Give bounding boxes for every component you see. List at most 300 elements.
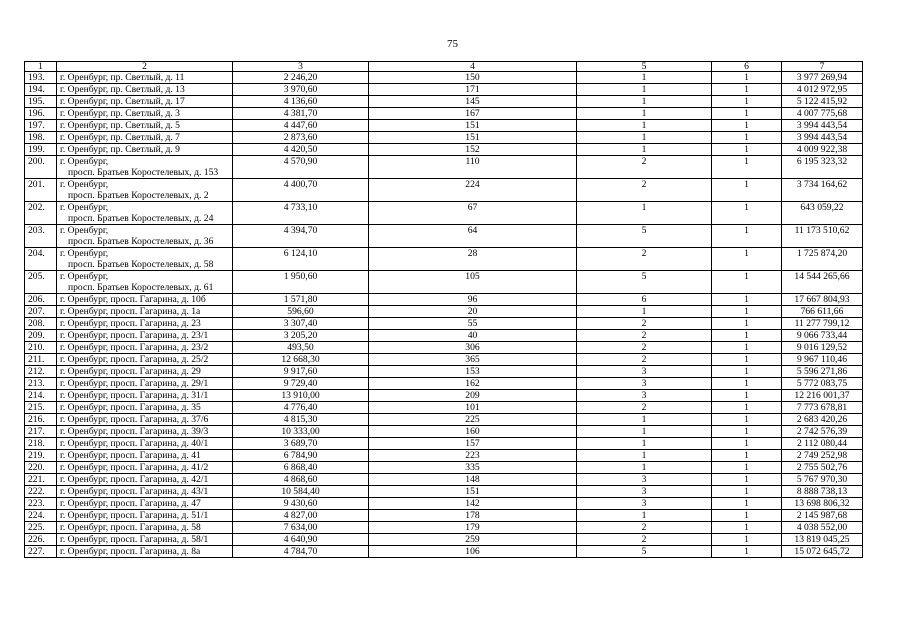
row-number: 220. — [25, 462, 57, 474]
value-col-7: 12 216 001,37 — [782, 390, 863, 402]
value-col-4: 145 — [369, 96, 577, 108]
row-number: 219. — [25, 450, 57, 462]
value-col-7: 13 819 045,25 — [782, 534, 863, 546]
value-col-4: 28 — [369, 248, 577, 271]
value-col-7: 2 145 987,68 — [782, 510, 863, 522]
value-col-3: 3 205,20 — [233, 330, 369, 342]
address-cell — [57, 202, 233, 225]
row-number: 216. — [25, 414, 57, 426]
row-number: 221. — [25, 474, 57, 486]
value-col-4: 110 — [369, 156, 577, 179]
value-col-4: 151 — [369, 120, 577, 132]
value-col-6: 1 — [712, 294, 782, 306]
value-col-3: 10 584,40 — [233, 486, 369, 498]
address-cell — [57, 330, 233, 342]
value-col-6: 1 — [712, 120, 782, 132]
value-col-7: 14 544 265,66 — [782, 271, 863, 294]
value-col-7: 4 038 552,00 — [782, 522, 863, 534]
value-col-5: 1 — [577, 120, 712, 132]
value-col-4: 179 — [369, 522, 577, 534]
address-cell — [57, 510, 233, 522]
value-col-4: 40 — [369, 330, 577, 342]
value-col-7: 11 277 799,12 — [782, 318, 863, 330]
value-col-4: 142 — [369, 498, 577, 510]
value-col-4: 223 — [369, 450, 577, 462]
value-col-4: 162 — [369, 378, 577, 390]
value-col-7: 4 012 972,95 — [782, 84, 863, 96]
value-col-5: 3 — [577, 390, 712, 402]
table-row — [25, 306, 863, 318]
value-col-5: 2 — [577, 534, 712, 546]
row-number: 210. — [25, 342, 57, 354]
address-line: г. Оренбург, пр. Светлый, д. 7 — [60, 132, 180, 143]
value-col-7: 15 072 645,72 — [782, 546, 863, 558]
address-line: г. Оренбург, — [60, 179, 109, 190]
row-number: 208. — [25, 318, 57, 330]
table-row — [25, 390, 863, 402]
address-cell — [57, 342, 233, 354]
address-line: г. Оренбург, пр. Светлый, д. 5 — [60, 120, 180, 131]
buildings-table — [24, 61, 863, 558]
value-col-6: 1 — [712, 462, 782, 474]
value-col-6: 1 — [712, 144, 782, 156]
row-number: 206. — [25, 294, 57, 306]
value-col-6: 1 — [712, 342, 782, 354]
row-number: 213. — [25, 378, 57, 390]
value-col-3: 1 950,60 — [233, 271, 369, 294]
value-col-3: 6 124,10 — [233, 248, 369, 271]
value-col-7: 1 725 874,20 — [782, 248, 863, 271]
table-row — [25, 414, 863, 426]
value-col-7: 3 994 443,54 — [782, 120, 863, 132]
table-row — [25, 96, 863, 108]
table-row — [25, 330, 863, 342]
value-col-6: 1 — [712, 390, 782, 402]
address-cell — [57, 156, 233, 179]
address-line: просп. Братьев Коростелевых, д. 24 — [68, 213, 214, 224]
value-col-4: 106 — [369, 546, 577, 558]
value-col-3: 2 873,60 — [233, 132, 369, 144]
value-col-7: 2 742 576,39 — [782, 426, 863, 438]
table-row — [25, 378, 863, 390]
value-col-7: 2 749 252,98 — [782, 450, 863, 462]
address-cell — [57, 120, 233, 132]
address-cell — [57, 402, 233, 414]
value-col-3: 3 307,40 — [233, 318, 369, 330]
value-col-3: 4 400,70 — [233, 179, 369, 202]
value-col-7: 2 112 080,44 — [782, 438, 863, 450]
value-col-3: 6 784,90 — [233, 450, 369, 462]
value-col-4: 224 — [369, 179, 577, 202]
table-row — [25, 426, 863, 438]
address-line: г. Оренбург, просп. Гагарина, д. 58/1 — [60, 534, 209, 545]
address-cell — [57, 271, 233, 294]
value-col-5: 2 — [577, 179, 712, 202]
value-col-5: 1 — [577, 84, 712, 96]
row-number: 218. — [25, 438, 57, 450]
column-header-2: 2 — [57, 62, 233, 72]
value-col-4: 365 — [369, 354, 577, 366]
value-col-3: 4 827,00 — [233, 510, 369, 522]
value-col-3: 2 246,20 — [233, 72, 369, 84]
column-header-5: 5 — [577, 62, 712, 72]
value-col-3: 4 447,60 — [233, 120, 369, 132]
row-number: 224. — [25, 510, 57, 522]
value-col-3: 4 868,60 — [233, 474, 369, 486]
row-number: 201. — [25, 179, 57, 202]
address-cell — [57, 294, 233, 306]
table-row — [25, 522, 863, 534]
value-col-5: 2 — [577, 248, 712, 271]
value-col-3: 13 910,00 — [233, 390, 369, 402]
address-line: г. Оренбург, просп. Гагарина, д. 29/1 — [60, 378, 209, 389]
value-col-3: 6 868,40 — [233, 462, 369, 474]
value-col-7: 2 755 502,76 — [782, 462, 863, 474]
address-line: просп. Братьев Коростелевых, д. 61 — [68, 282, 214, 293]
address-cell — [57, 225, 233, 248]
address-line: г. Оренбург, просп. Гагарина, д. 58 — [60, 522, 201, 533]
table-row — [25, 498, 863, 510]
value-col-3: 4 394,70 — [233, 225, 369, 248]
value-col-5: 2 — [577, 318, 712, 330]
address-line: г. Оренбург, просп. Гагарина, д. 39/3 — [60, 426, 209, 437]
address-line: г. Оренбург, просп. Гагарина, д. 1а — [60, 306, 201, 317]
value-col-4: 96 — [369, 294, 577, 306]
value-col-3: 596,60 — [233, 306, 369, 318]
row-number: 204. — [25, 248, 57, 271]
address-line: г. Оренбург, просп. Гагарина, д. 42/1 — [60, 474, 209, 485]
value-col-4: 105 — [369, 271, 577, 294]
address-cell — [57, 84, 233, 96]
table-row — [25, 84, 863, 96]
address-cell — [57, 534, 233, 546]
value-col-7: 8 888 738,13 — [782, 486, 863, 498]
value-col-5: 1 — [577, 132, 712, 144]
table-row — [25, 510, 863, 522]
row-number: 198. — [25, 132, 57, 144]
address-line: г. Оренбург, — [60, 225, 109, 236]
value-col-3: 4 784,70 — [233, 546, 369, 558]
row-number: 195. — [25, 96, 57, 108]
value-col-7: 4 009 922,38 — [782, 144, 863, 156]
address-line: г. Оренбург, пр. Светлый, д. 3 — [60, 108, 180, 119]
address-cell — [57, 438, 233, 450]
value-col-6: 1 — [712, 414, 782, 426]
table-row — [25, 294, 863, 306]
table-row — [25, 72, 863, 84]
address-line: просп. Братьев Коростелевых, д. 36 — [68, 236, 214, 247]
value-col-7: 5 596 271,86 — [782, 366, 863, 378]
address-cell — [57, 474, 233, 486]
value-col-4: 148 — [369, 474, 577, 486]
value-col-5: 1 — [577, 462, 712, 474]
value-col-3: 4 420,50 — [233, 144, 369, 156]
address-cell — [57, 498, 233, 510]
value-col-6: 1 — [712, 330, 782, 342]
address-cell — [57, 108, 233, 120]
value-col-5: 2 — [577, 402, 712, 414]
value-col-4: 157 — [369, 438, 577, 450]
address-cell — [57, 96, 233, 108]
value-col-7: 13 698 806,32 — [782, 498, 863, 510]
value-col-5: 1 — [577, 72, 712, 84]
value-col-4: 225 — [369, 414, 577, 426]
value-col-5: 3 — [577, 486, 712, 498]
value-col-7: 5 767 970,30 — [782, 474, 863, 486]
value-col-6: 1 — [712, 271, 782, 294]
value-col-6: 1 — [712, 426, 782, 438]
address-cell — [57, 144, 233, 156]
value-col-7: 5 772 083,75 — [782, 378, 863, 390]
row-number: 207. — [25, 306, 57, 318]
value-col-6: 1 — [712, 534, 782, 546]
table-row — [25, 108, 863, 120]
value-col-3: 1 571,80 — [233, 294, 369, 306]
value-col-3: 12 668,30 — [233, 354, 369, 366]
address-line: г. Оренбург, пр. Светлый, д. 17 — [60, 96, 185, 107]
value-col-4: 209 — [369, 390, 577, 402]
row-number: 223. — [25, 498, 57, 510]
value-col-7: 9 066 733,44 — [782, 330, 863, 342]
value-col-5: 5 — [577, 271, 712, 294]
value-col-3: 3 970,60 — [233, 84, 369, 96]
value-col-4: 151 — [369, 486, 577, 498]
value-col-4: 151 — [369, 132, 577, 144]
address-line: г. Оренбург, — [60, 271, 109, 282]
value-col-4: 150 — [369, 72, 577, 84]
value-col-3: 7 634,00 — [233, 522, 369, 534]
value-col-7: 643 059,22 — [782, 202, 863, 225]
table-row — [25, 486, 863, 498]
value-col-5: 1 — [577, 450, 712, 462]
address-cell — [57, 390, 233, 402]
value-col-3: 3 689,70 — [233, 438, 369, 450]
row-number: 222. — [25, 486, 57, 498]
value-col-6: 1 — [712, 248, 782, 271]
table-row — [25, 462, 863, 474]
address-line: г. Оренбург, просп. Гагарина, д. 23/1 — [60, 330, 209, 341]
value-col-3: 4 570,90 — [233, 156, 369, 179]
value-col-6: 1 — [712, 402, 782, 414]
value-col-5: 1 — [577, 144, 712, 156]
address-line: г. Оренбург, просп. Гагарина, д. 47 — [60, 498, 201, 509]
value-col-4: 160 — [369, 426, 577, 438]
value-col-7: 4 007 775,68 — [782, 108, 863, 120]
value-col-3: 10 333,00 — [233, 426, 369, 438]
value-col-6: 1 — [712, 306, 782, 318]
address-line: г. Оренбург, пр. Светлый, д. 11 — [60, 72, 185, 83]
address-line: г. Оренбург, просп. Гагарина, д. 35 — [60, 402, 201, 413]
column-header-6: 6 — [712, 62, 782, 72]
table-row — [25, 248, 863, 271]
value-col-3: 9 917,60 — [233, 366, 369, 378]
address-line: просп. Братьев Коростелевых, д. 153 — [68, 167, 219, 178]
table-row — [25, 202, 863, 225]
value-col-5: 5 — [577, 225, 712, 248]
value-col-4: 20 — [369, 306, 577, 318]
address-cell — [57, 248, 233, 271]
value-col-6: 1 — [712, 486, 782, 498]
value-col-5: 6 — [577, 294, 712, 306]
page-number: 75 — [447, 38, 458, 50]
value-col-5: 1 — [577, 510, 712, 522]
value-col-4: 178 — [369, 510, 577, 522]
address-cell — [57, 546, 233, 558]
value-col-5: 2 — [577, 354, 712, 366]
value-col-3: 4 381,70 — [233, 108, 369, 120]
value-col-6: 1 — [712, 510, 782, 522]
table-row — [25, 120, 863, 132]
value-col-5: 3 — [577, 474, 712, 486]
value-col-5: 5 — [577, 546, 712, 558]
value-col-4: 152 — [369, 144, 577, 156]
value-col-7: 9 016 129,52 — [782, 342, 863, 354]
address-line: г. Оренбург, просп. Гагарина, д. 51/1 — [60, 510, 209, 521]
value-col-4: 101 — [369, 402, 577, 414]
row-number: 197. — [25, 120, 57, 132]
address-line: г. Оренбург, пр. Светлый, д. 9 — [60, 144, 180, 155]
value-col-4: 55 — [369, 318, 577, 330]
value-col-5: 1 — [577, 438, 712, 450]
column-header-1: 1 — [25, 62, 57, 72]
value-col-7: 17 667 804,93 — [782, 294, 863, 306]
table-row — [25, 156, 863, 179]
value-col-3: 4 733,10 — [233, 202, 369, 225]
row-number: 193. — [25, 72, 57, 84]
table-row — [25, 402, 863, 414]
address-cell — [57, 132, 233, 144]
address-line: г. Оренбург, просп. Гагарина, д. 41/2 — [60, 462, 209, 473]
table-row — [25, 438, 863, 450]
address-cell — [57, 426, 233, 438]
column-header-3: 3 — [233, 62, 369, 72]
value-col-5: 2 — [577, 330, 712, 342]
table-row — [25, 546, 863, 558]
address-line: г. Оренбург, просп. Гагарина, д. 29 — [60, 366, 201, 377]
value-col-4: 171 — [369, 84, 577, 96]
value-col-3: 4 136,60 — [233, 96, 369, 108]
value-col-6: 1 — [712, 179, 782, 202]
value-col-5: 1 — [577, 306, 712, 318]
address-cell — [57, 72, 233, 84]
address-line: г. Оренбург, — [60, 202, 109, 213]
address-cell — [57, 522, 233, 534]
row-number: 215. — [25, 402, 57, 414]
table-row — [25, 318, 863, 330]
row-number: 200. — [25, 156, 57, 179]
table-row — [25, 366, 863, 378]
address-cell — [57, 486, 233, 498]
value-col-5: 1 — [577, 96, 712, 108]
value-col-7: 9 967 110,46 — [782, 354, 863, 366]
value-col-4: 67 — [369, 202, 577, 225]
value-col-5: 1 — [577, 202, 712, 225]
row-number: 205. — [25, 271, 57, 294]
value-col-6: 1 — [712, 225, 782, 248]
address-line: г. Оренбург, просп. Гагарина, д. 23 — [60, 318, 201, 329]
value-col-7: 3 734 164,62 — [782, 179, 863, 202]
address-line: г. Оренбург, просп. Гагарина, д. 10б — [60, 294, 206, 305]
row-number: 209. — [25, 330, 57, 342]
value-col-6: 1 — [712, 108, 782, 120]
value-col-4: 259 — [369, 534, 577, 546]
value-col-6: 1 — [712, 202, 782, 225]
row-number: 214. — [25, 390, 57, 402]
value-col-6: 1 — [712, 438, 782, 450]
address-line: г. Оренбург, просп. Гагарина, д. 23/2 — [60, 342, 209, 353]
address-cell — [57, 306, 233, 318]
address-line: просп. Братьев Коростелевых, д. 2 — [68, 190, 209, 201]
value-col-7: 5 122 415,92 — [782, 96, 863, 108]
value-col-5: 1 — [577, 414, 712, 426]
column-header-7: 7 — [782, 62, 863, 72]
table-row — [25, 144, 863, 156]
row-number: 203. — [25, 225, 57, 248]
address-line: г. Оренбург, просп. Гагарина, д. 40/1 — [60, 438, 209, 449]
value-col-3: 9 729,40 — [233, 378, 369, 390]
row-number: 202. — [25, 202, 57, 225]
value-col-6: 1 — [712, 84, 782, 96]
value-col-6: 1 — [712, 72, 782, 84]
address-cell — [57, 450, 233, 462]
table-row — [25, 534, 863, 546]
value-col-7: 3 994 443,54 — [782, 132, 863, 144]
table-row — [25, 179, 863, 202]
row-number: 194. — [25, 84, 57, 96]
value-col-7: 11 173 510,62 — [782, 225, 863, 248]
value-col-6: 1 — [712, 132, 782, 144]
value-col-6: 1 — [712, 378, 782, 390]
address-cell — [57, 414, 233, 426]
row-number: 226. — [25, 534, 57, 546]
value-col-4: 335 — [369, 462, 577, 474]
address-line: г. Оренбург, пр. Светлый, д. 13 — [60, 84, 185, 95]
row-number: 211. — [25, 354, 57, 366]
address-line: г. Оренбург, просп. Гагарина, д. 8а — [60, 546, 201, 557]
value-col-4: 306 — [369, 342, 577, 354]
address-cell — [57, 179, 233, 202]
value-col-7: 2 683 420,26 — [782, 414, 863, 426]
value-col-6: 1 — [712, 498, 782, 510]
value-col-5: 3 — [577, 366, 712, 378]
address-cell — [57, 462, 233, 474]
table-row — [25, 225, 863, 248]
table-row — [25, 271, 863, 294]
row-number: 196. — [25, 108, 57, 120]
address-line: просп. Братьев Коростелевых, д. 58 — [68, 259, 214, 270]
row-number: 217. — [25, 426, 57, 438]
row-number: 225. — [25, 522, 57, 534]
value-col-4: 64 — [369, 225, 577, 248]
row-number: 199. — [25, 144, 57, 156]
value-col-7: 766 611,66 — [782, 306, 863, 318]
value-col-5: 1 — [577, 426, 712, 438]
value-col-5: 2 — [577, 522, 712, 534]
table-row — [25, 474, 863, 486]
value-col-6: 1 — [712, 546, 782, 558]
value-col-7: 7 773 678,81 — [782, 402, 863, 414]
value-col-6: 1 — [712, 318, 782, 330]
address-line: г. Оренбург, — [60, 248, 109, 259]
table-body — [25, 72, 863, 558]
address-line: г. Оренбург, просп. Гагарина, д. 25/2 — [60, 354, 209, 365]
value-col-3: 4 815,30 — [233, 414, 369, 426]
address-line: г. Оренбург, просп. Гагарина, д. 31/1 — [60, 390, 209, 401]
value-col-5: 3 — [577, 498, 712, 510]
value-col-6: 1 — [712, 474, 782, 486]
address-cell — [57, 366, 233, 378]
table-row — [25, 342, 863, 354]
